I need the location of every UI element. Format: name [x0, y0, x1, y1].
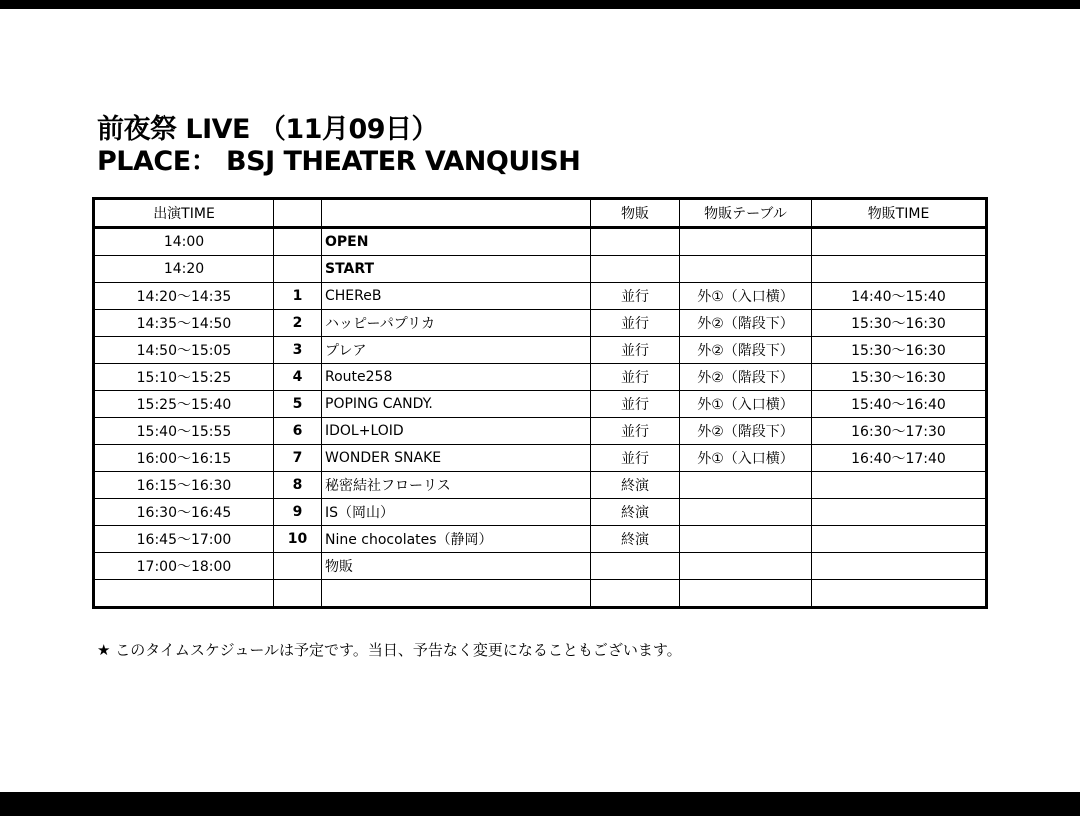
table-row	[94, 337, 987, 364]
order-number-cell	[274, 256, 322, 283]
merch-table-cell	[680, 256, 812, 283]
merch-status-cell	[591, 580, 680, 608]
merch-time-cell: 15:30～16:30	[812, 364, 987, 391]
order-number-cell: 7	[274, 445, 322, 472]
header-merch-table: 物販テーブル	[680, 199, 812, 228]
merch-table-cell: 外②（階段下）	[680, 310, 812, 337]
merch-status-cell: 終演	[591, 526, 680, 553]
performance-time-cell: 15:40～15:55	[94, 418, 274, 445]
table-row	[94, 418, 987, 445]
table-row	[94, 364, 987, 391]
page-title: 前夜祭 LIVE （11月09日）	[97, 114, 439, 145]
order-number-cell: 8	[274, 472, 322, 499]
act-name-cell: ハッピーパプリカ	[322, 310, 591, 337]
merch-table-cell	[680, 526, 812, 553]
bottom-black-bar	[0, 792, 1080, 816]
merch-status-cell: 並行	[591, 364, 680, 391]
order-number-cell: 4	[274, 364, 322, 391]
merch-status-cell	[591, 553, 680, 580]
performance-time-cell: 15:25～15:40	[94, 391, 274, 418]
act-name-cell: Route258	[322, 364, 591, 391]
merch-time-cell	[812, 499, 987, 526]
performance-time-cell: 14:20	[94, 256, 274, 283]
performance-time-cell	[94, 580, 274, 608]
merch-table-cell	[680, 580, 812, 608]
merch-status-cell: 並行	[591, 391, 680, 418]
merch-time-cell	[812, 256, 987, 283]
merch-time-cell: 15:30～16:30	[812, 310, 987, 337]
merch-table-cell: 外①（入口横）	[680, 391, 812, 418]
act-name-cell: 秘密結社フローリス	[322, 472, 591, 499]
merch-status-cell: 終演	[591, 472, 680, 499]
merch-time-cell: 16:30～17:30	[812, 418, 987, 445]
merch-status-cell: 並行	[591, 310, 680, 337]
act-name-cell: IDOL+LOID	[322, 418, 591, 445]
merch-status-cell: 並行	[591, 283, 680, 310]
order-number-cell	[274, 553, 322, 580]
act-name-cell: POPING CANDY.	[322, 391, 591, 418]
order-number-cell: 9	[274, 499, 322, 526]
header-performance-time: 出演TIME	[94, 199, 274, 228]
act-name-cell: 物販	[322, 553, 591, 580]
merch-status-cell: 並行	[591, 418, 680, 445]
table-row	[94, 526, 987, 553]
merch-time-cell: 15:40～16:40	[812, 391, 987, 418]
top-black-bar	[0, 0, 1080, 9]
performance-time-cell: 14:20～14:35	[94, 283, 274, 310]
merch-time-cell	[812, 526, 987, 553]
merch-time-cell: 15:30～16:30	[812, 337, 987, 364]
merch-time-cell	[812, 580, 987, 608]
merch-status-cell: 並行	[591, 445, 680, 472]
order-number-cell: 5	[274, 391, 322, 418]
act-name-cell	[322, 580, 591, 608]
act-name-cell: Nine chocolates（静岡）	[322, 526, 591, 553]
act-name-cell: WONDER SNAKE	[322, 445, 591, 472]
act-name-cell: START	[322, 256, 591, 283]
merch-status-cell	[591, 228, 680, 256]
performance-time-cell: 16:30～16:45	[94, 499, 274, 526]
merch-time-cell	[812, 553, 987, 580]
table-row	[94, 256, 987, 283]
merch-status-cell: 終演	[591, 499, 680, 526]
header-act	[322, 199, 591, 228]
performance-time-cell: 17:00～18:00	[94, 553, 274, 580]
header-merch: 物販	[591, 199, 680, 228]
merch-table-cell: 外②（階段下）	[680, 364, 812, 391]
header-merch-time: 物販TIME	[812, 199, 987, 228]
table-row	[94, 283, 987, 310]
merch-table-cell	[680, 472, 812, 499]
table-row	[94, 445, 987, 472]
header-number	[274, 199, 322, 228]
order-number-cell	[274, 580, 322, 608]
merch-time-cell	[812, 472, 987, 499]
performance-time-cell: 16:15～16:30	[94, 472, 274, 499]
schedule-disclaimer: ★ このタイムスケジュールは予定です。当日、予告なく変更になることもございます。	[97, 641, 682, 659]
table-row	[94, 228, 987, 256]
table-row	[94, 472, 987, 499]
merch-table-cell	[680, 499, 812, 526]
order-number-cell: 3	[274, 337, 322, 364]
merch-table-cell: 外①（入口横）	[680, 283, 812, 310]
merch-table-cell: 外②（階段下）	[680, 418, 812, 445]
venue-line: PLACE： BSJ THEATER VANQUISH	[97, 146, 581, 177]
merch-table-cell	[680, 553, 812, 580]
schedule-table	[92, 197, 988, 609]
performance-time-cell: 16:45～17:00	[94, 526, 274, 553]
merch-status-cell: 並行	[591, 337, 680, 364]
order-number-cell: 6	[274, 418, 322, 445]
table-row	[94, 310, 987, 337]
table-row	[94, 553, 987, 580]
merch-table-cell	[680, 228, 812, 256]
table-row	[94, 391, 987, 418]
act-name-cell: プレア	[322, 337, 591, 364]
merch-time-cell	[812, 228, 987, 256]
performance-time-cell: 14:35～14:50	[94, 310, 274, 337]
performance-time-cell: 14:00	[94, 228, 274, 256]
performance-time-cell: 15:10～15:25	[94, 364, 274, 391]
act-name-cell: IS（岡山）	[322, 499, 591, 526]
order-number-cell	[274, 228, 322, 256]
act-name-cell: OPEN	[322, 228, 591, 256]
table-row	[94, 499, 987, 526]
merch-time-cell: 16:40～17:40	[812, 445, 987, 472]
table-header-row	[94, 199, 987, 228]
order-number-cell: 1	[274, 283, 322, 310]
merch-status-cell	[591, 256, 680, 283]
order-number-cell: 2	[274, 310, 322, 337]
table-row	[94, 580, 987, 608]
schedule-rows	[94, 228, 987, 608]
merch-table-cell: 外②（階段下）	[680, 337, 812, 364]
merch-time-cell: 14:40～15:40	[812, 283, 987, 310]
merch-table-cell: 外①（入口横）	[680, 445, 812, 472]
performance-time-cell: 14:50～15:05	[94, 337, 274, 364]
order-number-cell: 10	[274, 526, 322, 553]
performance-time-cell: 16:00～16:15	[94, 445, 274, 472]
act-name-cell: CHEReB	[322, 283, 591, 310]
